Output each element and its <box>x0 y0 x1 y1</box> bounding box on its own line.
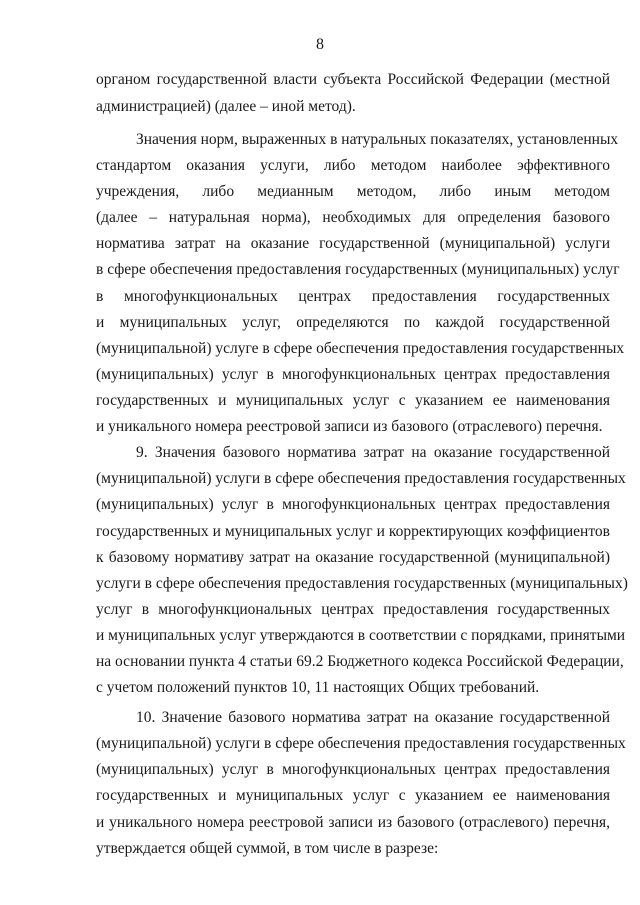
text-line: услуги в сфере обеспечения предоставления государственных (муниципальных) <box>96 575 628 592</box>
text-line: государственных и муниципальных услуг с указанием ее наименования <box>96 392 610 409</box>
text-line: к базовому нормативу затрат на оказание государственной (муниципальной) <box>96 549 610 566</box>
text-line: (муниципальной) услуги в сфере обеспечения предоставления государственных <box>96 470 626 487</box>
text-line: (муниципальных) услуг в многофункциональных центрах предоставления <box>96 366 610 383</box>
text-line: в сфере обеспечения предоставления государственных (муниципальных) услуг <box>96 261 620 278</box>
text-line: в многофункциональных центрах предоставления государственных <box>96 288 610 305</box>
text-line: администрацией) (далее – иной метод). <box>96 98 356 115</box>
text-line: 9. Значения базового норматива затрат на оказание государственной <box>136 444 610 461</box>
text-line: (муниципальной) услуге в сфере обеспечения предоставления государственных <box>96 340 625 357</box>
text-line: органом государственной власти субъекта Российской Федерации (местной <box>96 71 610 88</box>
text-line: 10. Значение базового норматива затрат на оказание государственной <box>136 709 610 726</box>
text-line: и муниципальных услуг утверждаются в соответствии с порядками, принятыми <box>96 627 626 644</box>
text-line: норматива затрат на оказание государственной (муниципальной) услуги <box>96 235 610 252</box>
text-line: утверждается общей суммой, в том числе в разрезе: <box>96 840 439 857</box>
text-line: и уникального номера реестровой записи из базового (отраслевого) перечня, <box>96 814 610 831</box>
text-line: с учетом положений пунктов 10, 11 настоящих Общих требований. <box>96 679 540 696</box>
text-line: услуг в многофункциональных центрах предоставления государственных <box>96 601 610 618</box>
text-line: (далее – натуральная норма), необходимых для определения базового <box>96 209 610 226</box>
text-line: стандартом оказания услуги, либо методом наиболее эффективного <box>96 157 610 174</box>
text-line: (муниципальной) услуги в сфере обеспечения предоставления государственных <box>96 735 626 752</box>
text-line: государственных и муниципальных услуг с указанием ее наименования <box>96 787 610 804</box>
text-line: (муниципальных) услуг в многофункциональных центрах предоставления <box>96 496 610 513</box>
text-line: на основании пункта 4 статьи 69.2 Бюджетного кодекса Российской Федерации, <box>96 653 624 670</box>
page-number: 8 <box>316 36 324 53</box>
text-line: и муниципальных услуг, определяются по каждой государственной <box>96 314 610 331</box>
text-line: и уникального номера реестровой записи из базового (отраслевого) перечня. <box>96 418 603 435</box>
text-line: (муниципальных) услуг в многофункциональных центрах предоставления <box>96 761 610 778</box>
text-line: Значения норм, выраженных в натуральных показателях, установленных <box>136 131 619 148</box>
text-line: государственных и муниципальных услуг и корректирующих коэффициентов <box>96 523 610 540</box>
text-line: учреждения, либо медианным методом, либо иным методом <box>96 183 610 200</box>
